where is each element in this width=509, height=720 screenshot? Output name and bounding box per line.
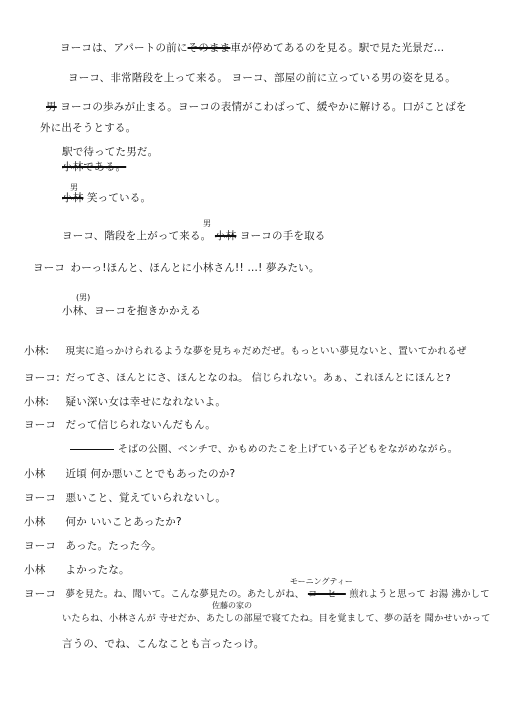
dialogue-line	[24, 492, 226, 505]
deleted-text: 小林	[62, 192, 84, 204]
speaker-label: ヨーコ	[24, 419, 57, 431]
dialogue-line	[62, 638, 264, 651]
dialogue-text: 夢を見た。ね、聞いて。こんな夢見たの。あたしがね、	[65, 589, 305, 600]
stage-direction	[62, 305, 201, 318]
text: そばの公園、ベンチで、かもめのたこを上げている子どもをながめながら。	[118, 444, 458, 455]
speaker-label: 小林	[24, 564, 46, 576]
dialogue-text: あった。たった今。	[65, 540, 162, 552]
deleted-text: そのまま	[187, 42, 231, 54]
insertion-mark: 男	[70, 183, 78, 192]
deleted-text: 小林である。	[62, 161, 127, 173]
dialogue-text: いたらね、小林さんが 寺せだか、あたしの部屋で寝てたね。目を覚まして、夢の話を 聞かせいかって	[62, 613, 491, 624]
speaker-label: 小林	[24, 516, 46, 528]
text: ヨーコ、階段を上がって来る。	[62, 230, 212, 242]
deleted-text: 男	[46, 101, 57, 113]
speaker-label: 小林:	[24, 345, 50, 357]
dialogue-text: 何か いいことあったか?	[65, 516, 182, 528]
insertion-mark: (男)	[76, 293, 91, 302]
dialogue-text: 近頃 何か悪いことでもあったのか?	[65, 468, 236, 480]
dialogue-text: わーっ!ほんと、ほんとに小林さん!! …! 夢みたい。	[70, 262, 320, 274]
dialogue-line	[24, 516, 182, 529]
text: 小林、ヨーコを抱きかかえる	[62, 305, 202, 317]
speaker-label: 小林	[24, 468, 46, 480]
dialogue-line	[24, 396, 226, 409]
dialogue-text: 言うの、でね、こんなことも言ったっけ。	[62, 638, 265, 650]
speaker-label: ヨーコ	[33, 262, 66, 274]
text: 外に出そうとする。	[40, 122, 137, 134]
dialogue-text: だって信じられないんだもん。	[65, 419, 216, 431]
speaker-label: ヨーコ	[24, 492, 57, 504]
text: 笑っている。	[86, 192, 152, 204]
stage-direction	[40, 122, 136, 135]
stage-direction	[60, 42, 444, 55]
speaker-label: ヨーコ:	[24, 372, 60, 384]
text: 駅で待ってた男だ。	[62, 146, 159, 158]
stage-direction	[62, 146, 158, 159]
dialogue-line	[24, 540, 162, 553]
dialogue-line	[24, 419, 216, 432]
dialogue-text: 現実に追っかけられるような夢を見ちゃだめだぜ。もっといい夢見ないと、置いてかれるぜ	[65, 346, 467, 357]
deleted-text: 小林	[214, 230, 237, 242]
deleted-text: コーヒー	[307, 589, 346, 600]
stage-direction	[62, 192, 151, 205]
stage-direction	[62, 230, 326, 243]
text: ヨーコ、非常階段を上って来る。 ヨーコ、部屋の前に立っている男の姿を見る。	[68, 72, 456, 84]
stage-direction	[46, 101, 467, 114]
dialogue-text: だってさ、ほんとにさ、ほんとなのね。 信じられない。あぁ、これほんとにほんと?	[65, 373, 451, 384]
dialogue-text: 疑い深い女は幸せになれないよ。	[65, 396, 227, 408]
dash-mark	[70, 449, 114, 450]
insertion-mark: 男	[203, 219, 211, 228]
text: ヨーコの歩みが止まる。ヨーコの表情がこわばって、緩やかに解ける。口がことばを	[60, 101, 467, 113]
stage-direction	[70, 443, 458, 456]
speaker-label: 小林:	[24, 396, 50, 408]
stage-direction	[68, 72, 456, 85]
dialogue-line	[24, 564, 130, 577]
text: 車が停めてあるのを見る。駅で見た光景だ…	[230, 42, 445, 54]
dialogue-line	[24, 345, 467, 358]
dialogue-line	[33, 262, 320, 275]
dialogue-text: 煎れようと思って お湯 沸かして	[349, 589, 490, 600]
dialogue-line	[24, 588, 490, 601]
speaker-label: ヨーコ	[24, 588, 57, 600]
text: ヨーコの手を取る	[239, 230, 326, 242]
speaker-label: ヨーコ	[24, 540, 57, 552]
deleted-line	[62, 161, 126, 174]
dialogue-text: 悪いこと、覚えていられないし。	[65, 492, 227, 504]
text: ヨーコは、アパートの前に	[60, 42, 188, 54]
dialogue-line	[24, 372, 451, 385]
dialogue-text: よかったな。	[65, 564, 130, 576]
dialogue-line	[62, 612, 491, 625]
insertion-mark: モーニングティー	[290, 577, 353, 586]
insertion-mark: 佐藤の家の	[212, 601, 252, 610]
dialogue-line	[24, 468, 235, 481]
